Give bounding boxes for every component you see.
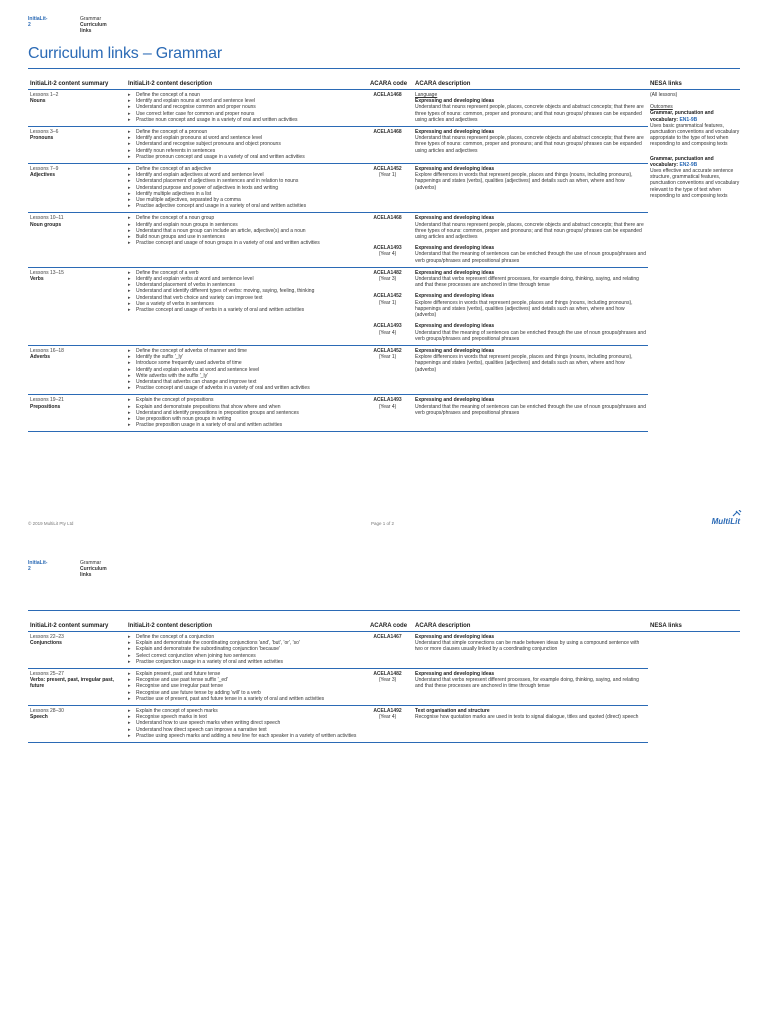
acara-year: (Year 1) (378, 354, 397, 361)
acara-heading: Expressing and developing ideas (415, 245, 495, 252)
list-item: ▸ Recognise speech marks in text (128, 714, 360, 720)
acara-text: Understand that simple connections can be made between ideas by using a compound sentence with two or more clauses usually linked by a coordinating conjunction (415, 640, 640, 653)
acara-code-cell (362, 706, 413, 743)
list-item: ▸ Define the concept of a conjunction (128, 634, 360, 640)
col-header-description: InitiaLit-2 content description (126, 80, 362, 90)
list-item: ▸ Define the concept of a pronoun (128, 129, 360, 135)
acara-year: (Year 4) (378, 714, 397, 721)
content-description-cell (126, 213, 362, 267)
col-header-acara-description: ACARA description (413, 622, 648, 632)
list-item: ▸ Understand that verb choice and variety can improve text (128, 295, 360, 301)
acara-heading: Expressing and developing ideas (415, 634, 495, 640)
list-item: ▸ Understand and identify different types of verbs: moving, saying, feeling, thinking (128, 288, 360, 294)
acara-code-cell (362, 346, 413, 395)
list-item: ▸ Explain and demonstrate the coordinating conjunctions 'and', 'but', 'or', 'so' (128, 640, 360, 646)
topic-name: Verbs (30, 276, 44, 283)
acara-code: ACELA1482 (373, 269, 402, 276)
content-summary-cell (28, 268, 126, 346)
description-list (128, 129, 360, 160)
lessons-range: Lessons 1–2 (30, 92, 59, 98)
topic-name: Noun groups (30, 221, 62, 228)
table-row (28, 90, 740, 127)
list-item: ▸ Understand that a noun group can include an article, adjective(s) and a noun (128, 228, 360, 234)
content-summary-cell (28, 346, 126, 395)
page-footer (28, 517, 740, 534)
acara-text: Recognise how quotation marks are used in texts to signal dialogue, titles and quoted (direct) speech (415, 714, 639, 721)
description-list (128, 671, 360, 702)
list-item: ▸ Recognise and use irregular past tense (128, 683, 360, 689)
acara-code: ACELA1452 (373, 293, 402, 300)
nesa-code-2: EN2-9B (679, 161, 698, 168)
section-label-2: Grammar Curriculum links (80, 560, 107, 578)
acara-text: Understand that the meaning of sentences can be enriched through the use of noun groups/phrases and verb groups/phrases and prepositional phrases (415, 329, 646, 342)
list-item: ▸ Define the concept of a verb (128, 270, 360, 276)
list-item: ▸ Practise concept and usage of noun groups in a variety of oral and written activities (128, 240, 360, 246)
acara-year: (Year 1) (378, 172, 397, 179)
list-item: ▸ Identify multiple adjectives in a list (128, 191, 360, 197)
acara-code-cell (362, 164, 413, 213)
list-item: ▸ Practise concept and usage of verbs in a variety of oral and written activities (128, 307, 360, 313)
acara-year: (Year 3) (378, 276, 397, 283)
list-item: ▸ Define the concept of adverbs of manner and time (128, 348, 360, 354)
nesa-links-cell (648, 90, 740, 432)
content-description-cell (126, 632, 362, 669)
topic-name: Prepositions (30, 403, 61, 410)
nesa-outcome-2: Grammar, punctuation and vocabulary: EN2-9B (650, 155, 714, 168)
col-header-nesa: NESA links (648, 80, 740, 90)
acara-description-cell (413, 706, 648, 743)
acara-heading: Expressing and developing ideas (415, 397, 495, 404)
page-number: Page 1 of 2 (371, 521, 395, 526)
acara-description-cell (413, 164, 648, 213)
acara-code: ACELA1468 (373, 92, 402, 98)
acara-code: ACELA1468 (373, 129, 402, 136)
content-summary-cell (28, 164, 126, 213)
acara-heading: Expressing and developing ideas (415, 347, 495, 354)
acara-code-cell (362, 213, 413, 243)
acara-text: Understand that nouns represent people, places, concrete objects and abstract concepts; that there are three types of nouns: common, proper and pronouns; and that noun groups/ phrases can be expanded using articles and adjectives (415, 135, 644, 154)
content-description-cell (126, 127, 362, 164)
topic-name: Speech (30, 714, 48, 721)
brand-label: InitiaLit-2 (28, 16, 48, 28)
content-summary-cell (28, 632, 126, 669)
description-list (128, 92, 360, 123)
list-item: ▸ Use a variety of verbs in sentences (128, 301, 360, 307)
list-item: ▸ Identify and explain pronouns at word and sentence level (128, 135, 360, 141)
acara-description-cell (413, 291, 648, 321)
list-item: ▸ Identify and explain adverbs at word and sentence level (128, 367, 360, 373)
list-item: ▸ Identify and explain noun groups in sentences (128, 222, 360, 228)
nesa-outcomes: Outcomes (650, 104, 673, 111)
acara-code-cell (362, 127, 413, 164)
acara-heading: Expressing and developing ideas (415, 269, 495, 276)
col-header-summary: InitiaLit-2 content summary (28, 622, 126, 632)
content-summary-cell (28, 706, 126, 743)
list-item: ▸ Understand purpose and power of adjectives in texts and writing (128, 185, 360, 191)
col-header-acara-description: ACARA description (413, 80, 648, 90)
multilit-logo: MultiLit (712, 517, 740, 526)
list-item: ▸ Define the concept of an adjective (128, 166, 360, 172)
acara-heading: Expressing and developing ideas (415, 323, 495, 330)
content-summary-cell (28, 90, 126, 127)
list-item: ▸ Understand and identify prepositions in preposition groups and sentences (128, 410, 360, 416)
acara-heading: Expressing and developing ideas (415, 215, 495, 222)
acara-year: (Year 4) (378, 403, 397, 410)
lessons-range: Lessons 16–18 (30, 347, 64, 354)
topic-name: Adverbs (30, 354, 51, 361)
list-item: ▸ Practise preposition usage in a variety of oral and written activities (128, 422, 360, 428)
nesa-outcome-1-text: Uses basic grammatical features, punctuation conventions and vocabulary appropriate to the type of text when responding to and composing texts (650, 122, 740, 148)
table-row (28, 268, 740, 292)
nesa-outcome-2-text: Uses effective and accurate sentence structure, grammatical features, punctuation conventions and vocabulary relevant to the type of text when responding to and composing texts (650, 168, 740, 199)
lessons-range: Lessons 28–30 (30, 708, 64, 715)
acara-heading: Expressing and developing ideas (415, 129, 495, 136)
list-item: ▸ Practise using speech marks and adding a new line for each speaker in a variety of written activities (128, 733, 360, 739)
list-item: ▸ Introduce some frequently used adverbs of time (128, 360, 360, 366)
lessons-range: Lessons 3–6 (30, 129, 59, 136)
acara-code: ACELA1452 (373, 347, 402, 354)
content-summary-cell (28, 669, 126, 706)
acara-code: ACELA1493 (373, 323, 402, 330)
col-header-summary: InitiaLit-2 content summary (28, 80, 126, 90)
acara-heading: Expressing and developing ideas (415, 166, 495, 173)
content-description-cell (126, 346, 362, 395)
table-row (28, 395, 740, 432)
acara-description-cell (413, 127, 648, 164)
list-item: ▸ Explain the concept of speech marks (128, 708, 360, 714)
acara-heading: Expressing and developing ideas (415, 98, 495, 105)
list-item: ▸ Recognise and use future tense by adding 'will' to a verb (128, 690, 360, 696)
list-item: ▸ Select correct conjunction when joining two sentences (128, 653, 360, 659)
table-row (28, 346, 740, 395)
section-label: Grammar Curriculum links (80, 16, 107, 34)
page-title: Curriculum links – Grammar (28, 45, 222, 62)
list-item: ▸ Understand placement of adjectives in sentences and in relation to nouns (128, 178, 360, 184)
acara-description-cell (413, 321, 648, 346)
list-item: ▸ Write adverbs with the suffix '_ly' (128, 373, 360, 379)
acara-text: Understand that nouns represent people, places, concrete objects and abstract concepts; that there are three types of nouns: common, proper and pronouns; and that noun groups/ phrases can be expanded using articles and adjectives (415, 221, 644, 241)
description-list (128, 166, 360, 209)
acara-code-cell (362, 90, 413, 127)
acara-text: Explore differences in words that represent people, places and things (nouns, including pronouns), happenings and states (verbs), qualities (adjectives) and details such as when, where and how (adverbs) (415, 354, 633, 373)
acara-code: ACELA1467 (373, 634, 402, 640)
col-header-nesa: NESA links (648, 622, 740, 632)
list-item: ▸ Explain and demonstrate the subordinating conjunction 'because' (128, 646, 360, 652)
topic-name: Nouns (30, 98, 46, 105)
list-item: ▸ Understand how to use speech marks when writing direct speech (128, 720, 360, 726)
content-description-cell (126, 90, 362, 127)
brand-label-2: InitiaLit-2 (28, 560, 48, 572)
curriculum-table-page-1 (28, 80, 740, 432)
acara-code-cell (362, 395, 413, 432)
content-description-cell (126, 268, 362, 346)
page-2-rule (28, 610, 740, 611)
curriculum-table-page-2 (28, 622, 740, 743)
acara-code-cell (362, 291, 413, 321)
acara-text: Understand that verbs represent different processes, for example doing, thinking, saying, and relating and that these processes are anchored in time through tense (415, 276, 639, 289)
list-item: ▸ Practise conjunction usage in a variety of oral and written activities (128, 659, 360, 665)
list-item: ▸ Practise adjective concept and usage in a variety of oral and written activities (128, 203, 360, 209)
description-list (128, 270, 360, 313)
description-list (128, 215, 360, 246)
list-item: ▸ Identify the suffix '_ly' (128, 354, 360, 360)
acara-year: (Year 3) (378, 677, 397, 684)
acara-description-cell (413, 90, 648, 127)
table-row (28, 164, 740, 213)
col-header-description: InitiaLit-2 content description (126, 622, 362, 632)
acara-description-cell (413, 213, 648, 243)
list-item: ▸ Understand how direct speech can improve a narrative text (128, 727, 360, 733)
acara-heading: Text organisation and structure (415, 708, 490, 715)
list-item: ▸ Explain present, past and future tense (128, 671, 360, 677)
lessons-range: Lessons 10–11 (30, 215, 64, 222)
list-item: ▸ Practise pronoun concept and usage in a variety of oral and written activities (128, 154, 360, 160)
acara-text: Explore differences in words that represent people, places and things (nouns, including pronouns), happenings and states (verbs), qualities (adjectives) and details such as when, where and how (adverbs) (415, 172, 633, 191)
nesa-all-lessons: (All lessons) (650, 92, 678, 98)
list-item: ▸ Explain the concept of prepositions (128, 397, 360, 403)
lessons-range: Lessons 7–9 (30, 166, 59, 173)
copyright: © 2019 MultiLit Pty Ltd (28, 521, 74, 526)
acara-code: ACELA1482 (373, 671, 402, 678)
list-item: ▸ Recognise and use past tense suffix '_ed' (128, 677, 360, 683)
topic-name: Pronouns (30, 135, 54, 142)
acara-description-cell (413, 268, 648, 292)
acara-code: ACELA1493 (373, 397, 402, 404)
col-header-acara-code: ACARA code (362, 622, 413, 632)
topic-name: Conjunctions (30, 640, 62, 647)
topic-name: Verbs: present, past, irregular past, future (30, 677, 114, 690)
list-item: ▸ Use preposition with noun groups in writing (128, 416, 360, 422)
acara-code: ACELA1468 (373, 215, 402, 222)
acara-text: Understand that verbs represent different processes, for example doing, thinking, saying, and relating and that these processes are anchored in time through tense (415, 677, 639, 690)
table-row (28, 632, 740, 669)
table-row (28, 213, 740, 243)
acara-year: (Year 4) (378, 329, 397, 336)
acara-text: Explore differences in words that represent people, places and things (nouns, including pronouns), happenings and states (verbs), qualities (adjectives) and details such as when, where and how (adverbs) (415, 299, 633, 319)
logo-mark-icon (732, 510, 742, 518)
lessons-range: Lessons 19–21 (30, 397, 64, 404)
list-item: ▸ Build noun groups and use in sentences (128, 234, 360, 240)
acara-description-cell (413, 632, 648, 669)
table-row (28, 706, 740, 743)
list-item: ▸ Define the concept of a noun (128, 92, 360, 98)
list-item: ▸ Practise use of present, past and future tense in a variety of oral and written activities (128, 696, 360, 702)
list-item: ▸ Understand that adverbs can change and improve text (128, 379, 360, 385)
table-row (28, 669, 740, 706)
list-item: ▸ Understand and recognise common and proper nouns (128, 104, 360, 110)
list-item: ▸ Understand placement of verbs in sentences (128, 282, 360, 288)
list-item: ▸ Practise concept and usage of adverbs in a variety of oral and written activities (128, 385, 360, 391)
list-item: ▸ Identify noun referents in sentences (128, 148, 360, 154)
content-description-cell (126, 395, 362, 432)
lessons-range: Lessons 13–15 (30, 269, 64, 276)
acara-code: ACELA1492 (373, 708, 402, 715)
acara-code-cell (362, 243, 413, 268)
acara-code-cell (362, 632, 413, 669)
list-item: ▸ Use correct letter case for common and proper nouns (128, 111, 360, 117)
col-header-acara-code: ACARA code (362, 80, 413, 90)
content-description-cell (126, 706, 362, 743)
acara-heading: Expressing and developing ideas (415, 293, 495, 300)
content-summary-cell (28, 213, 126, 267)
description-list (128, 348, 360, 391)
content-summary-cell (28, 127, 126, 164)
list-item: ▸ Define the concept of a noun group (128, 215, 360, 221)
acara-description-cell (413, 346, 648, 395)
acara-code-cell (362, 268, 413, 292)
list-item: ▸ Identify and explain adjectives at word and sentence level (128, 172, 360, 178)
acara-year: (Year 4) (378, 251, 397, 258)
list-item: ▸ Identify and explain verbs at word and sentence level (128, 276, 360, 282)
acara-text: Understand that the meaning of sentences can be enriched through the use of noun groups/phrases and verb groups/phrases and prepositional phrases (415, 403, 646, 416)
acara-description-cell (413, 669, 648, 706)
acara-text: Understand that the meaning of sentences can be enriched through the use of noun groups/phrases and verb groups/phrases and prepositional phrases (415, 251, 646, 264)
list-item: ▸ Use multiple adjectives, separated by a comma (128, 197, 360, 203)
acara-code-cell (362, 321, 413, 346)
acara-code: ACELA1452 (373, 166, 402, 173)
nesa-outcome-1: Grammar, punctuation and vocabulary: EN1-9B (650, 110, 714, 123)
nesa-code-1: EN1-9B (679, 116, 698, 123)
lessons-range: Lessons 25–27 (30, 671, 64, 678)
description-list (128, 708, 360, 739)
description-list (128, 634, 360, 665)
content-description-cell (126, 164, 362, 213)
list-item: ▸ Practise noun concept and usage in a variety of oral and written activities (128, 117, 360, 123)
content-summary-cell (28, 395, 126, 432)
nesa-links-cell (648, 632, 740, 743)
acara-year: (Year 1) (378, 299, 397, 306)
topic-name: Adjectives (30, 172, 56, 179)
acara-description-cell (413, 395, 648, 432)
list-item: ▸ Explain and demonstrate prepositions that show where and when (128, 404, 360, 410)
table-row (28, 127, 740, 164)
description-list (128, 397, 360, 428)
acara-text: Understand that nouns represent people, places, concrete objects and abstract concepts; that there are three types of nouns: common, proper and pronouns; and that noun groups/ phrases can be expanded using articles and adjectives (415, 104, 644, 123)
lessons-range: Lessons 22–23 (30, 634, 64, 640)
acara-code-cell (362, 669, 413, 706)
acara-heading: Expressing and developing ideas (415, 671, 495, 678)
acara-code: ACELA1493 (373, 245, 402, 252)
acara-description-cell (413, 243, 648, 268)
content-description-cell (126, 669, 362, 706)
list-item: ▸ Identify and explain nouns at word and sentence level (128, 98, 360, 104)
title-rule (28, 68, 740, 69)
acara-strand: Language (415, 92, 438, 98)
list-item: ▸ Understand and recognise subject pronouns and object pronouns (128, 141, 360, 147)
